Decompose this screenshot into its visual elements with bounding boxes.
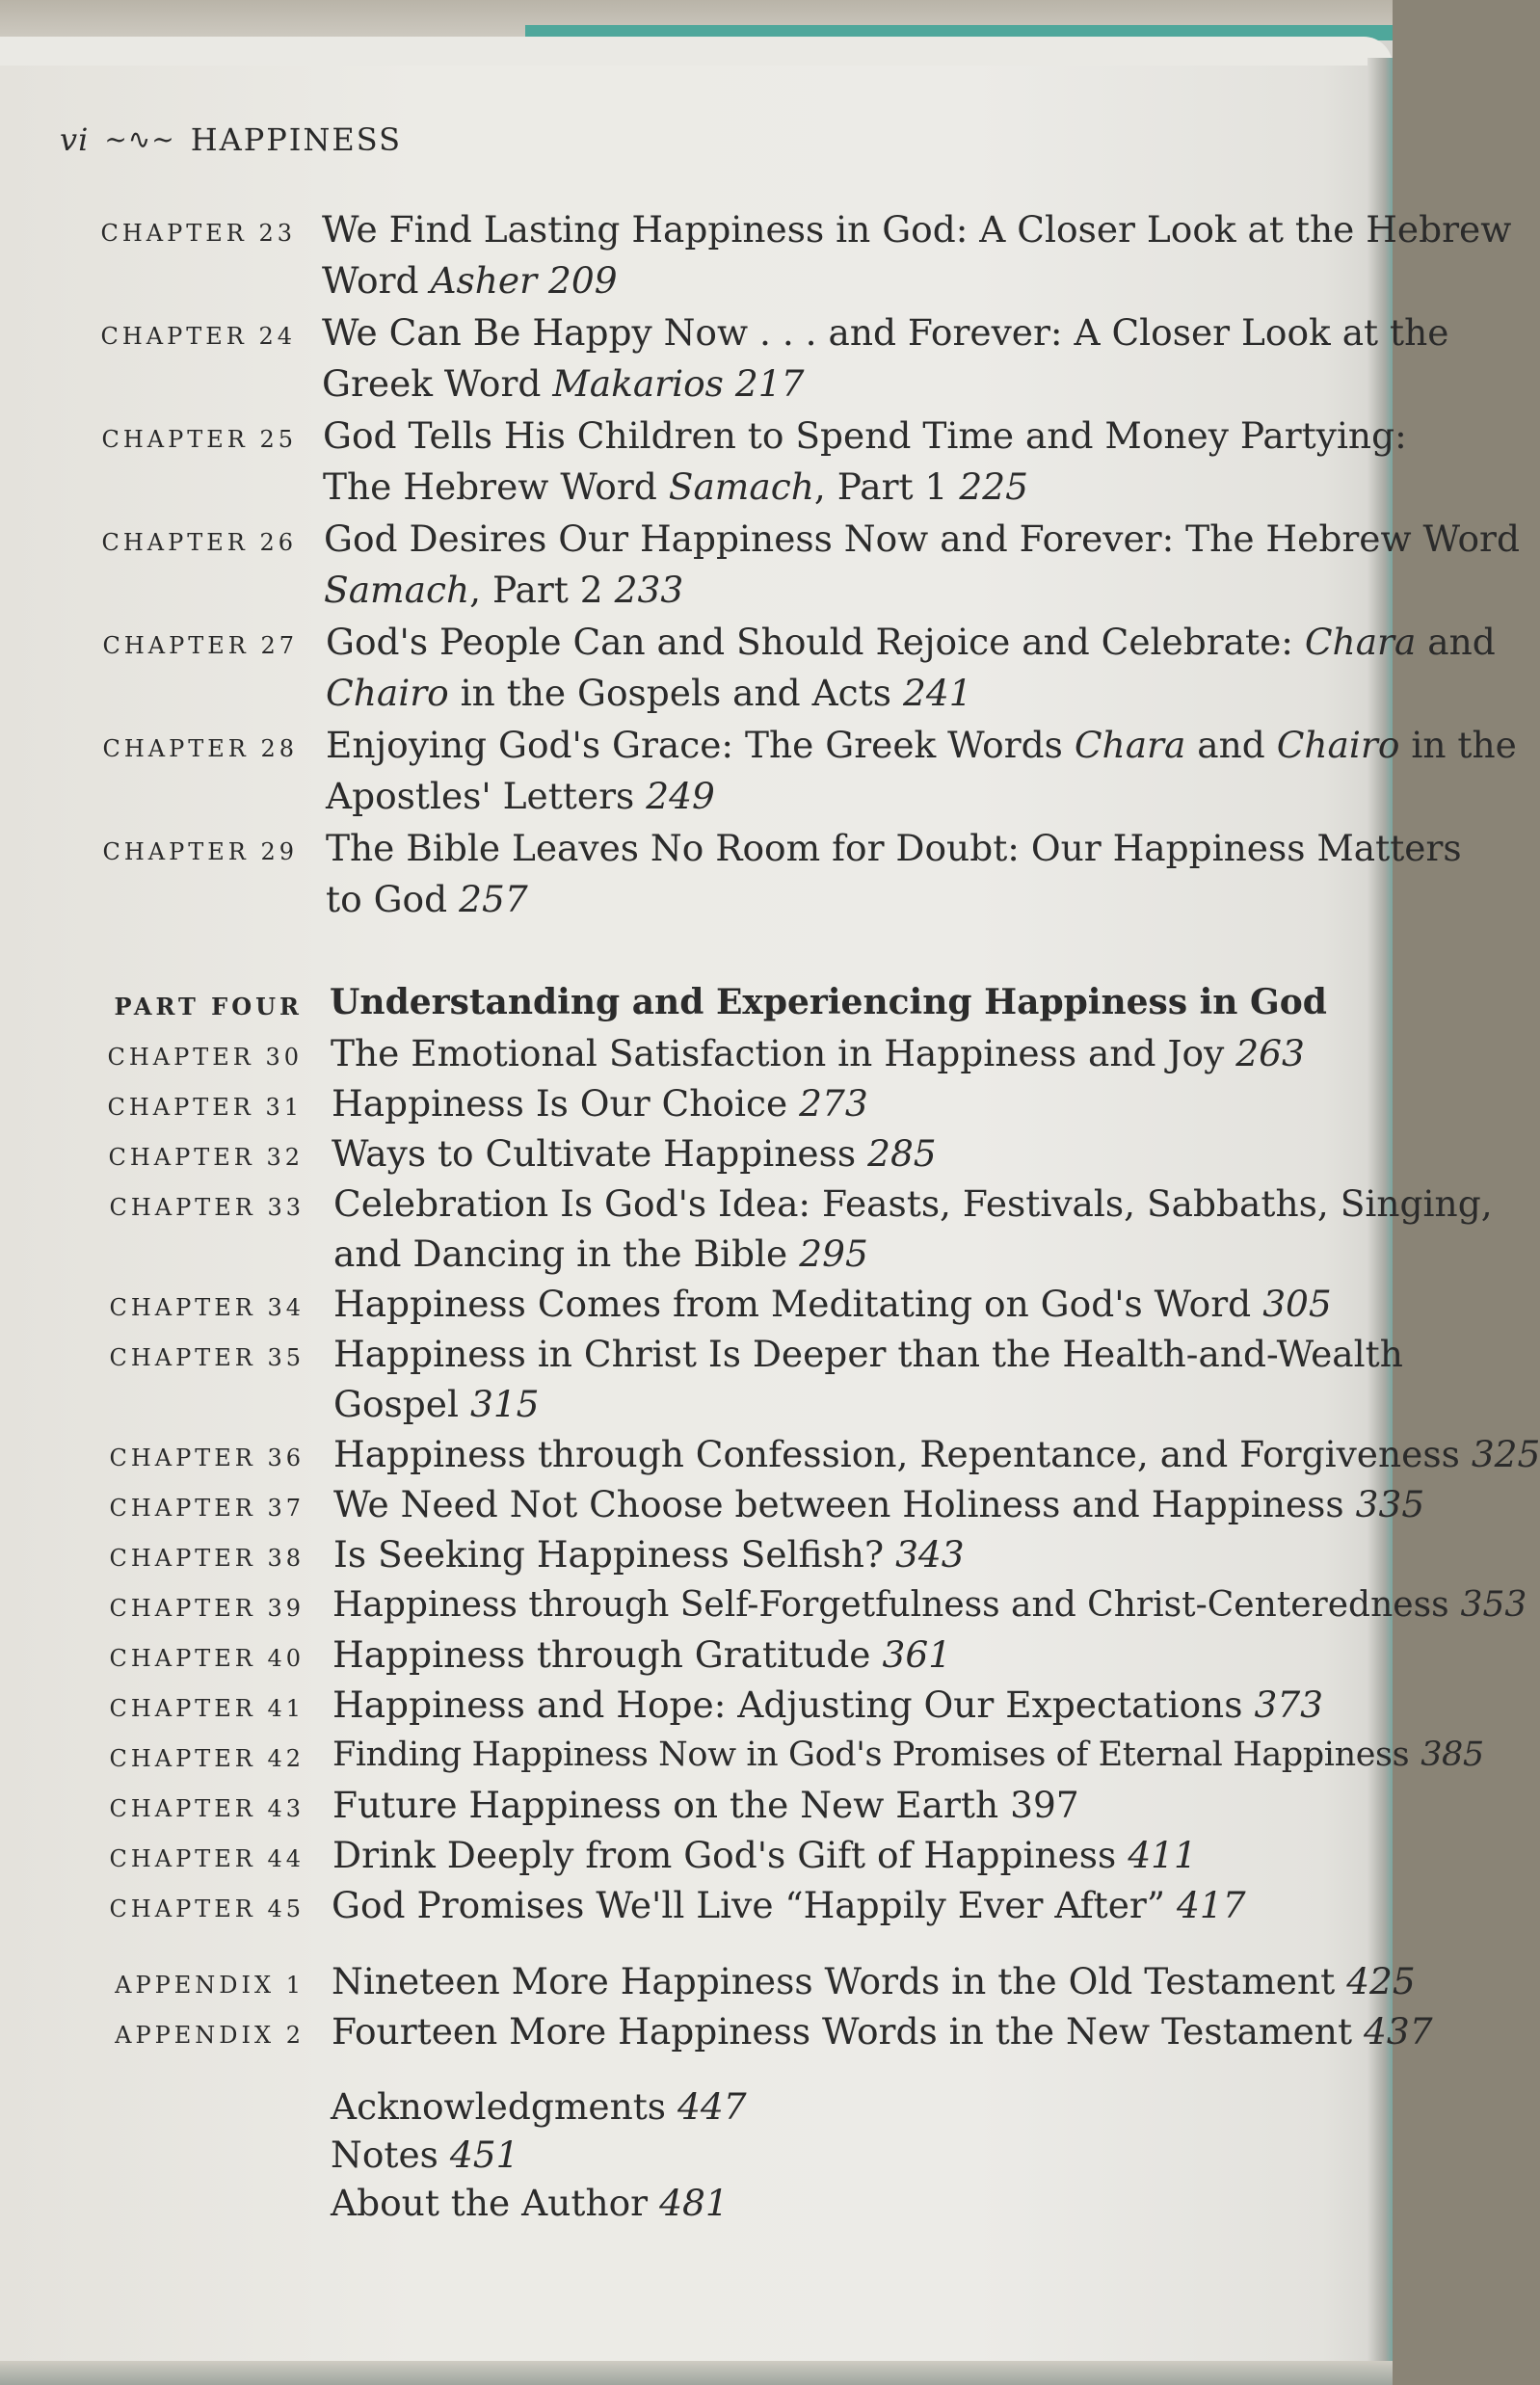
title-italic-word: Chairo <box>326 672 449 714</box>
chapter-label: CHAPTER 44 <box>109 1845 305 1872</box>
chapter-title-line-1: God Tells His Children to Spend Time and Money Partying: <box>323 414 1407 457</box>
appendix-title <box>332 1956 1416 2007</box>
page-number: 373 <box>1254 1683 1324 1726</box>
page-folio: vi <box>60 121 90 158</box>
chapter-label: CHAPTER 36 <box>109 1444 305 1471</box>
title-text: Greek Word <box>322 362 553 405</box>
chapter-title <box>333 1279 1332 1330</box>
page-number: 249 <box>646 775 715 817</box>
page-number: 257 <box>459 878 528 920</box>
chapter-label: CHAPTER 33 <box>109 1194 305 1221</box>
chapter-title-line-1: God Desires Our Happiness Now and Forever: The Hebrew Word <box>324 517 1520 560</box>
page-number: 361 <box>882 1633 952 1676</box>
chapter-title <box>332 1730 1484 1781</box>
page-number: 285 <box>867 1132 937 1175</box>
title-italic-word: Samach <box>324 569 470 611</box>
part-label: PART FOUR <box>114 993 303 1020</box>
title-italic-word: Samach <box>668 465 814 508</box>
running-header <box>60 121 402 158</box>
page-number: 241 <box>903 672 972 714</box>
page-number: 447 <box>677 2085 747 2128</box>
back-matter-title <box>331 2081 747 2133</box>
page-number: 225 <box>959 465 1028 508</box>
title-text: and Dancing in the Bible <box>333 1232 788 1275</box>
chapter-title <box>332 1078 868 1129</box>
page-number: 233 <box>614 569 684 611</box>
chapter-title-line-1: Happiness in Christ Is Deeper than the Health-and-Wealth <box>333 1333 1403 1375</box>
back-matter-title <box>331 2178 729 2229</box>
chapter-label: CHAPTER 41 <box>109 1695 305 1722</box>
chapter-title <box>332 1680 1323 1731</box>
title-text-mid: and <box>1185 724 1277 766</box>
title-text: Enjoying God's Grace: The Greek Words <box>326 724 1075 766</box>
page-number: 417 <box>1177 1884 1246 1926</box>
chapter-title-line-2 <box>324 565 683 616</box>
chapter-title <box>333 1529 965 1580</box>
part-title: Understanding and Experiencing Happiness in God <box>330 982 1327 1022</box>
title-text-suffix: , Part 2 <box>469 569 603 611</box>
title-text: Apostles' Letters <box>326 775 635 817</box>
title-text: Future Happiness on the New Earth <box>332 1784 999 1826</box>
title-text: The Hebrew Word <box>323 465 669 508</box>
title-italic-word: Makarios <box>552 362 724 405</box>
title-italic-word: Chara <box>1074 724 1186 766</box>
chapter-title <box>331 1028 1305 1079</box>
title-text-suffix: , Part 1 <box>813 465 948 508</box>
title-text: Ways to Cultivate Happiness <box>332 1132 857 1175</box>
page-number: 397 <box>1010 1784 1079 1826</box>
page-number: 295 <box>799 1232 868 1275</box>
chapter-title-line-2 <box>326 668 972 719</box>
chapter-label: CHAPTER 27 <box>102 632 298 659</box>
title-text: Is Seeking Happiness Selfish? <box>333 1533 885 1576</box>
chapter-label: CHAPTER 43 <box>109 1795 305 1822</box>
chapter-label: CHAPTER 31 <box>107 1094 303 1121</box>
title-italic-word: Chara <box>1304 621 1417 663</box>
title-text: Happiness through Confession, Repentance, and Forgiveness <box>333 1433 1460 1475</box>
title-text: Fourteen More Happiness Words in the New Testament <box>332 2010 1353 2053</box>
title-text: Happiness Is Our Choice <box>332 1082 788 1125</box>
page-bottom-edge <box>0 2361 1393 2385</box>
page-number: 325 <box>1471 1433 1540 1475</box>
chapter-title-line-2 <box>326 874 528 925</box>
title-text: Happiness through Self-Forgetfulness and Christ-Centeredness <box>332 1585 1449 1625</box>
appendix-title <box>332 2006 1433 2057</box>
chapter-title <box>333 1429 1540 1480</box>
page-number: 385 <box>1421 1736 1484 1774</box>
chapter-label: CHAPTER 34 <box>109 1294 305 1321</box>
paper-top <box>0 37 1393 66</box>
chapter-title <box>332 1780 1079 1831</box>
chapter-label: CHAPTER 29 <box>102 838 298 865</box>
chapter-title-line-2 <box>322 358 805 410</box>
chapter-title-line-1 <box>326 720 1517 771</box>
title-text: About the Author <box>331 2182 649 2224</box>
chapter-title-line-1 <box>326 617 1496 668</box>
title-text: God's People Can and Should Rejoice and Celebrate: <box>326 621 1305 663</box>
appendix-label: APPENDIX 1 <box>115 1972 305 1999</box>
chapter-title <box>332 1830 1197 1881</box>
chapter-title <box>333 1479 1424 1530</box>
chapter-title-line-1: We Can Be Happy Now . . . and Forever: A Closer Look at the <box>322 311 1449 354</box>
book-top-edge <box>0 0 1393 40</box>
chapter-title-line-2 <box>322 255 618 306</box>
chapter-label: CHAPTER 35 <box>109 1344 305 1371</box>
page-number: 411 <box>1128 1834 1197 1876</box>
title-italic-word-2: Chairo <box>1276 724 1400 766</box>
page-number: 437 <box>1364 2010 1433 2053</box>
title-italic-word: Asher <box>430 259 538 302</box>
ornament-icon: ~∿~ <box>104 123 175 155</box>
appendix-label: APPENDIX 2 <box>115 2022 305 2049</box>
title-text: The Emotional Satisfaction in Happiness and Joy <box>331 1032 1225 1074</box>
chapter-title <box>332 1630 951 1681</box>
chapter-title-line-1: Celebration Is God's Idea: Feasts, Festivals, Sabbaths, Singing, <box>333 1182 1493 1225</box>
title-text-suffix: in the Gospels and Acts <box>448 672 891 714</box>
title-text: Notes <box>331 2133 438 2176</box>
page-number: 217 <box>734 362 805 405</box>
chapter-label: CHAPTER 25 <box>101 426 297 453</box>
page-number: 481 <box>659 2182 729 2224</box>
chapter-label: CHAPTER 40 <box>109 1645 305 1672</box>
chapter-label: CHAPTER 39 <box>109 1595 305 1622</box>
title-text: Happiness Comes from Meditating on God's Word <box>333 1283 1252 1325</box>
title-text: Happiness through Gratitude <box>332 1633 871 1676</box>
chapter-label: CHAPTER 32 <box>108 1144 304 1171</box>
page-number: 343 <box>895 1533 965 1576</box>
page-number: 425 <box>1346 1960 1416 2002</box>
title-text: God Promises We'll Live “Happily Ever After” <box>332 1884 1166 1926</box>
page-number: 263 <box>1235 1032 1305 1074</box>
title-text: We Need Not Choose between Holiness and Happiness <box>333 1483 1344 1525</box>
chapter-label: CHAPTER 28 <box>102 735 298 762</box>
title-text: Finding Happiness Now in God's Promises of Eternal Happiness <box>332 1736 1410 1774</box>
page-number: 305 <box>1262 1283 1332 1325</box>
chapter-title-line-2 <box>323 462 1028 513</box>
title-text: Happiness and Hope: Adjusting Our Expectations <box>332 1683 1243 1726</box>
chapter-title-line-1: We Find Lasting Happiness in God: A Closer Look at the Hebrew <box>322 208 1512 251</box>
title-text: Drink Deeply from God's Gift of Happiness <box>332 1834 1117 1876</box>
chapter-label: CHAPTER 45 <box>109 1895 305 1922</box>
page-number: 353 <box>1460 1585 1527 1625</box>
title-text-suffix: and <box>1416 621 1496 663</box>
chapter-label: CHAPTER 38 <box>109 1545 305 1572</box>
page-number: 273 <box>799 1082 868 1125</box>
chapter-title-line-2 <box>326 771 715 822</box>
chapter-title-line-1: The Bible Leaves No Room for Doubt: Our Happiness Matters <box>326 827 1462 869</box>
page-number: 315 <box>469 1383 540 1425</box>
chapter-title <box>332 1128 937 1179</box>
page-number: 335 <box>1355 1483 1425 1525</box>
title-text-suffix: in the <box>1399 724 1517 766</box>
page-number: 209 <box>548 259 618 302</box>
title-text: Nineteen More Happiness Words in the Old Testament <box>332 1960 1336 2002</box>
chapter-title-line-2 <box>333 1379 540 1430</box>
title-text: Word <box>322 259 431 302</box>
chapter-label: CHAPTER 37 <box>109 1495 305 1522</box>
title-text: to God <box>326 878 448 920</box>
title-text: Gospel <box>333 1383 459 1425</box>
chapter-label: CHAPTER 26 <box>101 529 297 556</box>
title-text: Acknowledgments <box>331 2085 667 2128</box>
chapter-label: CHAPTER 30 <box>107 1044 303 1071</box>
chapter-label: CHAPTER 24 <box>100 323 296 350</box>
back-matter-title <box>331 2130 518 2181</box>
running-title: HAPPINESS <box>190 121 403 158</box>
chapter-label: CHAPTER 42 <box>109 1745 305 1772</box>
chapter-title-line-2 <box>333 1229 868 1280</box>
chapter-label: CHAPTER 23 <box>100 220 296 247</box>
page-number: 451 <box>449 2133 519 2176</box>
chapter-title <box>332 1880 1246 1931</box>
chapter-title <box>332 1579 1527 1630</box>
